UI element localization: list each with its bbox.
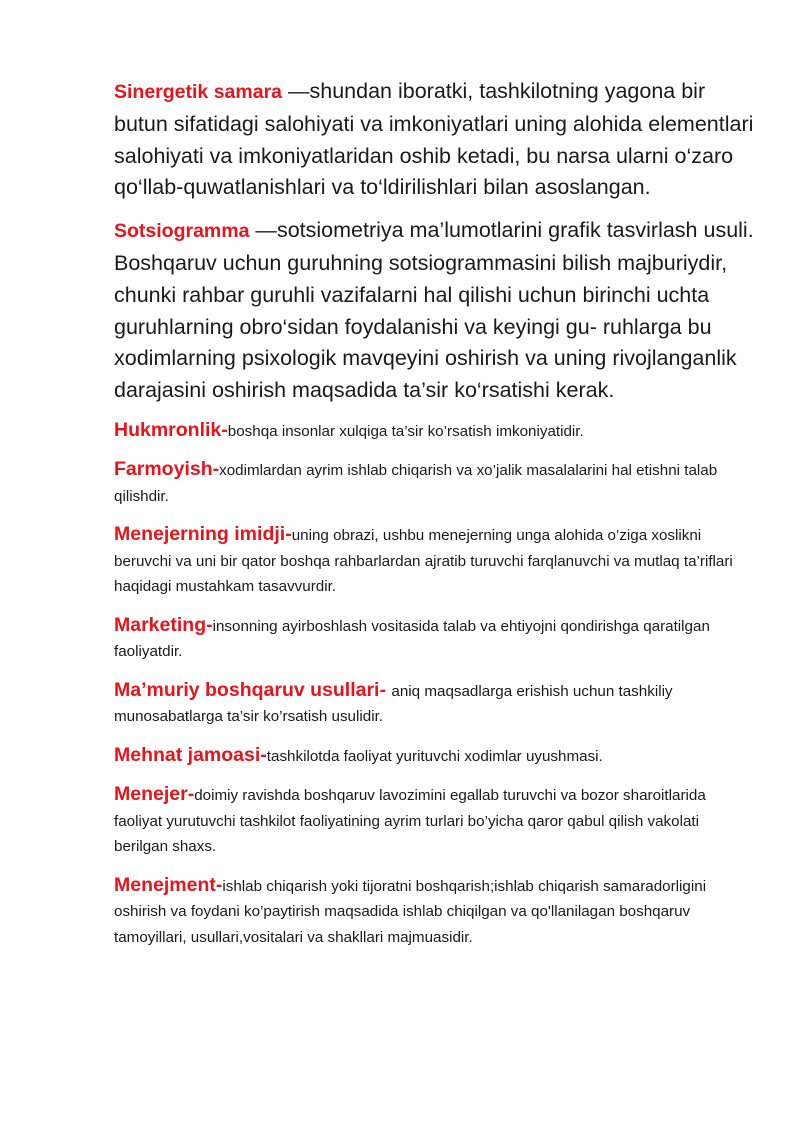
definition-marketing: insonning ayirboshlash vositasida talab va ehtiyojni qondirishga qaratilgan faoliyatdir. (114, 617, 710, 661)
term-separator: - (187, 783, 195, 806)
definition-sinergetik-samara: shundan iboratki, tashkilotning yagona bir butun sifatidagi salohiyati va imkoniyatlari uning alohida elementlari salohiyati va imkoniyatlaridan oshib ketadi, bu narsa ularni o‘zaro qo‘llab-quwatlanishlari va to‘ldirilishlari bilan asoslangan. (114, 79, 754, 200)
definition-hukmronlik: boshqa insonlar xulqiga ta’sir ko’rsatish imkoniyatidir. (227, 422, 584, 440)
term-mamuriy-boshqaruv-usullari: Ma’muriy boshqaruv usullari (114, 678, 380, 701)
term-hukmronlik: Hukmronlik (114, 418, 222, 441)
term-separator: — (282, 79, 310, 103)
definition-menejment: ishlab chiqarish yoki tijoratni boshqarish;ishlab chiqarish samaradorligini oshirish va foydani ko’paytirish maqsadida ishlab chiqilgan va qo'llanilagan boshqaruv tamoyillari, usullari,vositalari va shakllari majmuasidir. (114, 877, 707, 946)
term-separator: — (249, 218, 277, 243)
term-menejment: Menejment (114, 873, 216, 896)
definition-sotsiogramma: sotsiometriya ma’lumotlarini grafik tasvirlash usuli. Boshqaruv uchun guruhning sotsiogrammasini bilish majburiydir, chunki rahbar guruhli vazifalarni hal qilishi uchun birinchi uchta guruhlarning obro‘sidan foydalanishi va keyingi gu- ruhlarga bu xodimlarning psixologik mavqeyini oshirish va uning rivojlanganlik darajasini oshirish maqsadida ta’sir ko‘rsatishi kerak. (114, 218, 754, 403)
term-separator: - (215, 873, 223, 896)
glossary-entry-farmoyish (114, 457, 754, 509)
definition-mehnat-jamoasi: tashkilotda faoliyat yurituvchi xodimlar uyushmasi. (266, 747, 603, 765)
glossary-entry-mehnat-jamoasi (114, 743, 754, 770)
term-separator: - (379, 678, 392, 701)
definition-mamuriy-boshqaruv-usullari: aniq maqsadlarga erishish uchun tashkiliy munosabatlarga ta’sir ko’rsatish usulidir. (114, 682, 673, 726)
term-separator: - (285, 523, 292, 546)
term-separator: - (206, 613, 213, 636)
definition-farmoyish: xodimlardan ayrim ishlab chiqarish va xo’jalik masalalarini hal etishni talab qilishdir. (114, 462, 718, 505)
definition-menejerning-imidji: uning obrazi, ushbu menejerning unga alohida o’ziga xoslikni beruvchi va uni bir qator boshqa rahbarlardan ajratib turuvchi farqlanuvchi va mutlaq ta’riflari haqidagi mustahkam tasavvurdir. (114, 527, 733, 596)
glossary-entry-sotsiogramma (114, 215, 754, 407)
term-marketing: Marketing (114, 613, 207, 636)
glossary-entry-mamuriy-boshqaruv-usullari (114, 678, 754, 730)
term-sinergetik-samara: Sinergetik samara (114, 81, 283, 103)
term-separator: - (221, 418, 228, 441)
term-separator: - (212, 458, 220, 481)
glossary-page (114, 76, 754, 963)
glossary-entry-menejerning-imidji (114, 522, 754, 600)
term-menejer: Menejer (114, 783, 188, 806)
term-sotsiogramma: Sotsiogramma (114, 220, 250, 243)
glossary-entry-sinergetik-samara (114, 76, 754, 204)
term-mehnat-jamoasi: Mehnat jamoasi (114, 743, 261, 766)
glossary-entry-hukmronlik (114, 418, 754, 445)
term-separator: - (260, 743, 267, 766)
definition-menejer: doimiy ravishda boshqaruv lavozimini egallab turuvchi va bozor sharoitlarida faoliyat yurutuvchi tashkilot faoliyatining ayrim turlari bo’yicha qaror qabul qilish vakolati berilgan shaxs. (114, 787, 706, 856)
term-farmoyish: Farmoyish (114, 458, 213, 481)
glossary-entry-marketing (114, 613, 754, 665)
glossary-entry-menejer (114, 782, 754, 860)
glossary-entry-menejment (114, 873, 754, 951)
term-menejerning-imidji: Menejerning imidji (114, 523, 286, 546)
